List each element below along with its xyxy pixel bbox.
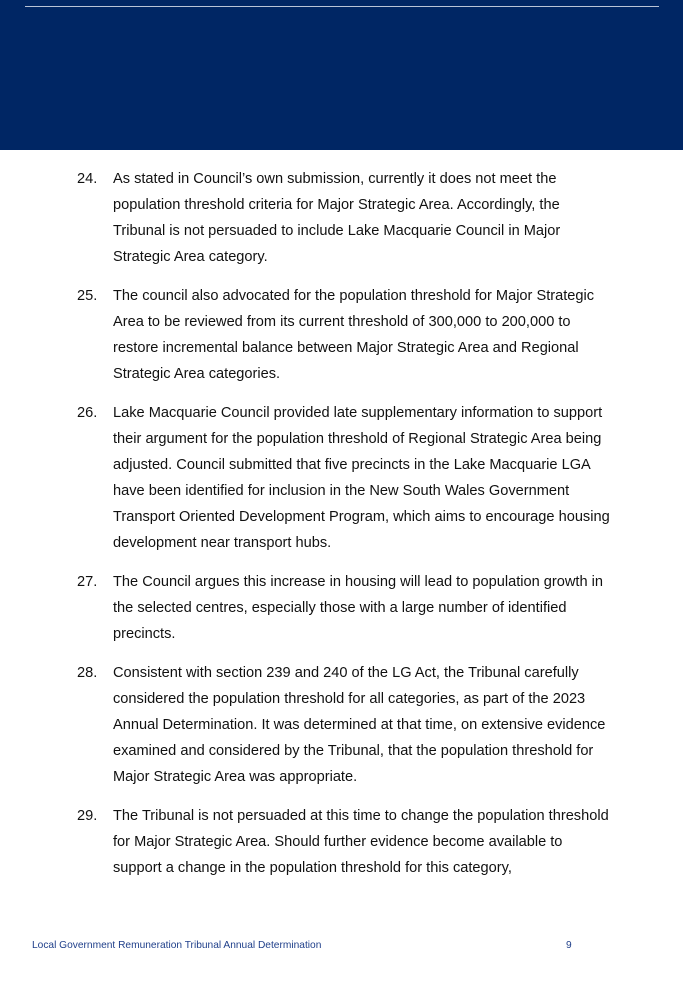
paragraph-text: Lake Macquarie Council provided late supplementary information to support their argument for the population threshold of Regional Strategic Area being adjusted. Council submitted that five precincts in the Lake Macquarie LGA have been identified for inclusion in the New South Wales Government Transport Oriented Development Program, which aims to encourage housing development near transport hubs. (113, 405, 610, 551)
paragraph-number: 24. (77, 171, 98, 187)
paragraph-24 (0, 166, 683, 270)
paragraph-text: Consistent with section 239 and 240 of the LG Act, the Tribunal carefully considered the population threshold for all categories, as part of the 2023 Annual Determination. It was determined at that time, on extensive evidence examined and considered by the Tribunal, that the population threshold for Major Strategic Area was appropriate. (113, 665, 606, 785)
paragraph-25 (0, 283, 683, 387)
paragraph-number: 27. (77, 574, 98, 590)
header-band (0, 0, 683, 150)
paragraph-text: As stated in Council’s own submission, currently it does not meet the population threshold criteria for Major Strategic Area. Accordingly, the Tribunal is not persuaded to include Lake Macquarie Council in Major Strategic Area category. (113, 171, 561, 265)
paragraph-text: The council also advocated for the population threshold for Major Strategic Area to be reviewed from its current threshold of 300,000 to 200,000 to restore incremental balance between Major Strategic Area and Regional Strategic Area categories. (113, 288, 595, 382)
paragraph-number: 29. (77, 808, 98, 824)
paragraph-26 (0, 400, 683, 556)
paragraph-28 (0, 660, 683, 790)
paragraph-number: 28. (77, 665, 98, 681)
paragraph-text: The Tribunal is not persuaded at this time to change the population threshold for Major Strategic Area. Should further evidence become available to support a change in the population threshold for this category, (113, 808, 609, 876)
paragraph-number: 26. (77, 405, 98, 421)
document-body (0, 166, 683, 894)
page-number: 9 (566, 940, 572, 951)
paragraph-27 (0, 569, 683, 647)
paragraph-text: The Council argues this increase in housing will lead to population growth in the selected centres, especially those with a large number of identified precincts. (113, 574, 603, 642)
footer-title: Local Government Remuneration Tribunal Annual Determination (32, 940, 322, 951)
paragraph-29 (0, 803, 683, 881)
header-rule (25, 6, 659, 7)
paragraph-number: 25. (77, 288, 98, 304)
